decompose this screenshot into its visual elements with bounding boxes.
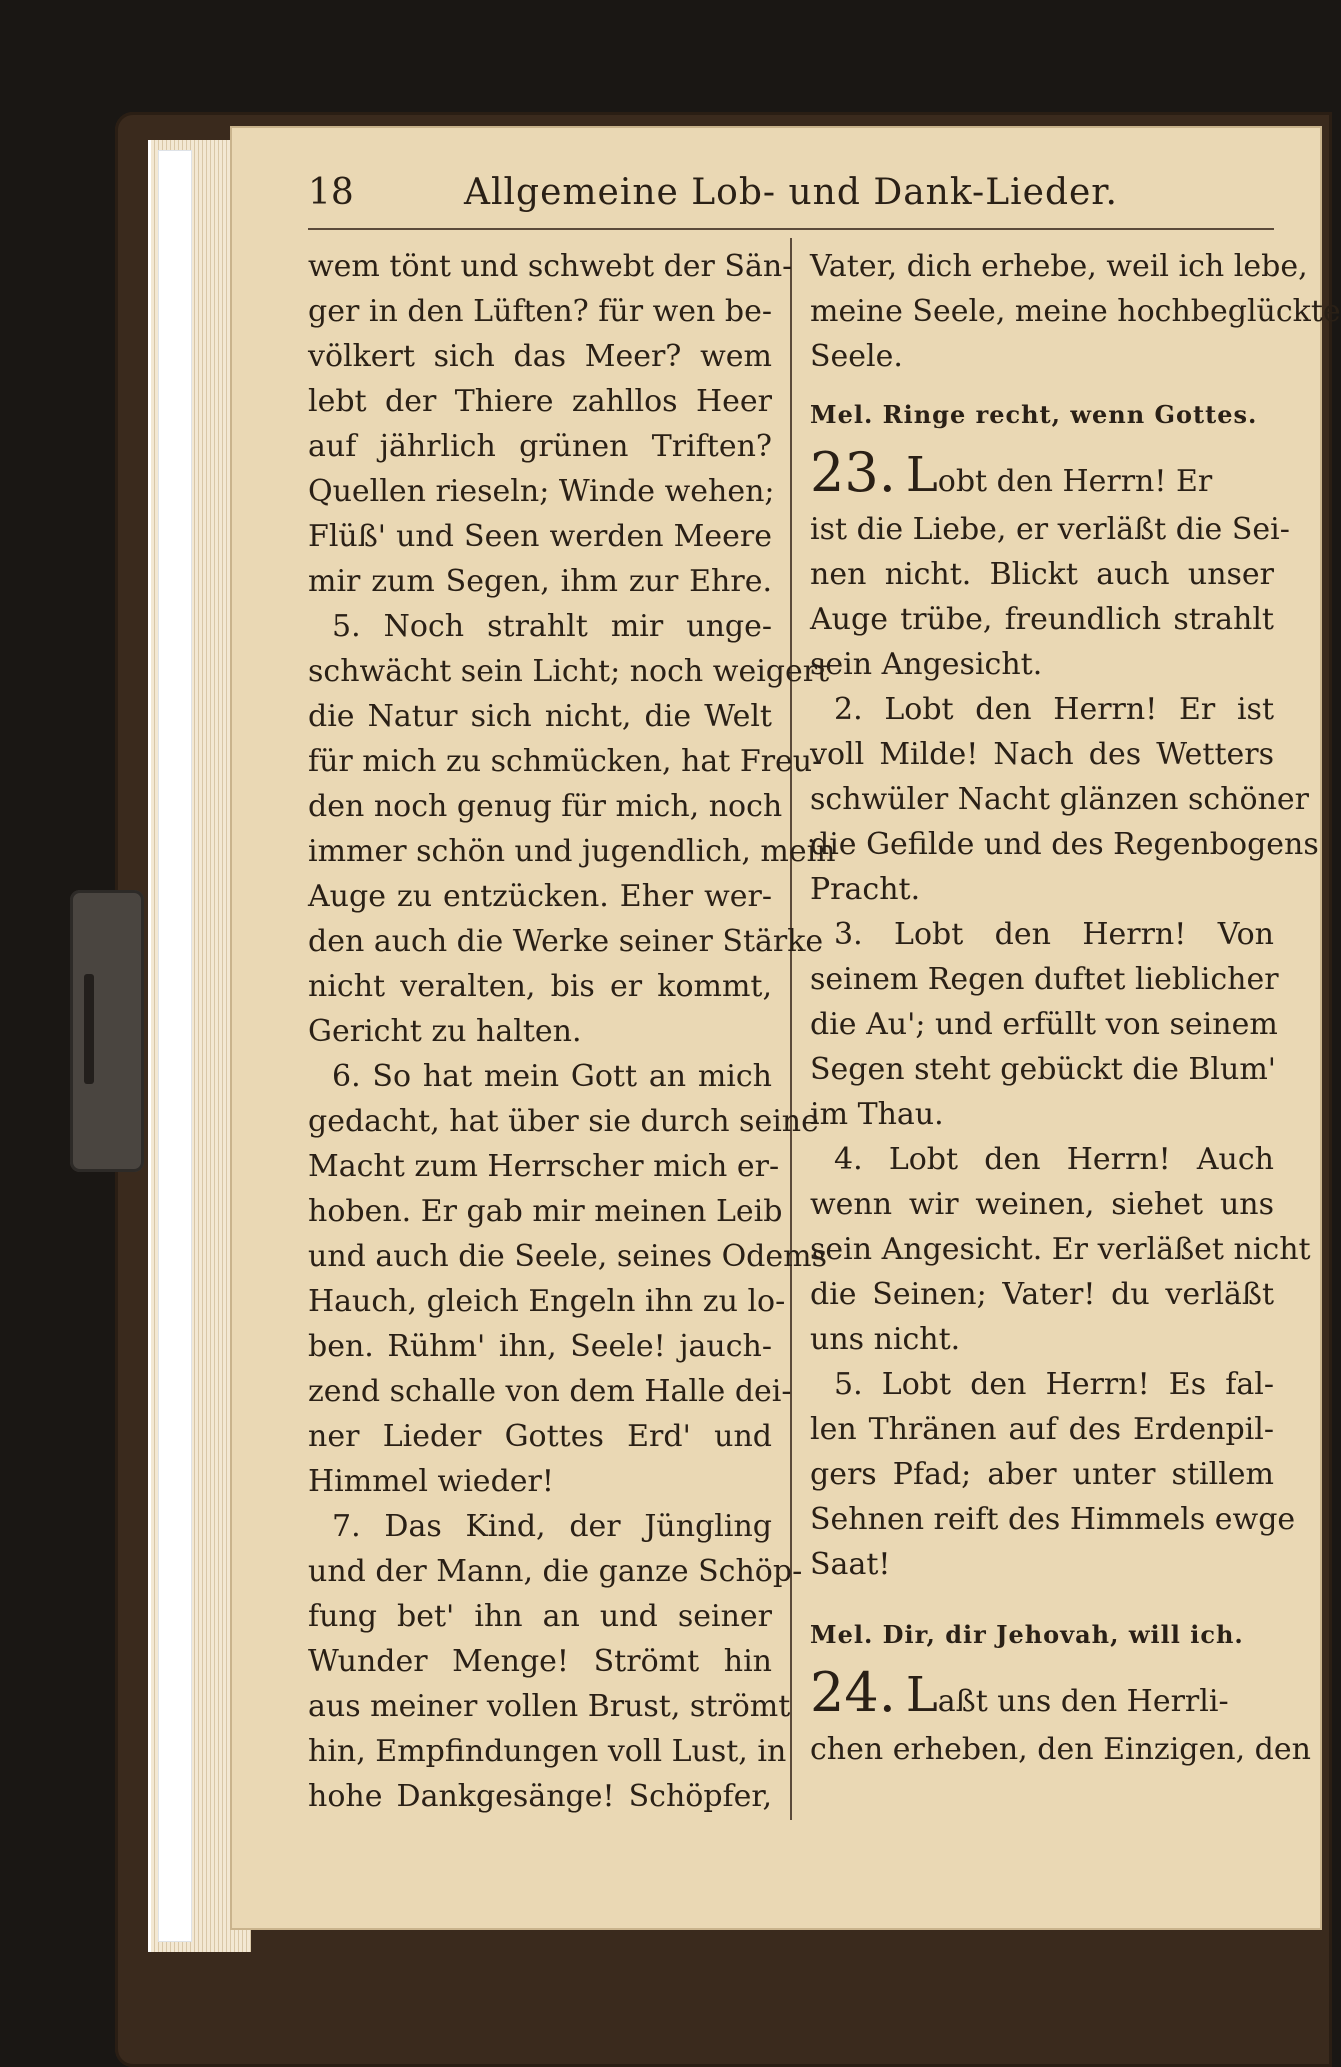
- text-line: die Gefilde und des Regenbogens: [810, 827, 1319, 862]
- text-line: aus meiner vollen Brust, strömt: [308, 1689, 791, 1724]
- text-line: ner Lieder Gottes Erd' und: [308, 1419, 772, 1454]
- text-line: Vater, dich erhebe, weil ich lebe,: [810, 249, 1308, 284]
- text-line: lebt der Thiere zahllos Heer: [308, 384, 772, 419]
- text-line: die Natur sich nicht, die Welt: [308, 699, 772, 734]
- drop-initial: L: [905, 447, 938, 503]
- text-line: die Seinen; Vater! du verläßt: [810, 1277, 1274, 1312]
- verse-start: 4. Lobt den Herrn! Auch: [834, 1142, 1274, 1177]
- text-line: aßt uns den Herrli-: [937, 1684, 1229, 1719]
- text-line: ger in den Lüften? für wen be-: [308, 294, 772, 329]
- text-line: Gericht zu halten.: [308, 1014, 582, 1049]
- text-line: Hauch, gleich Engeln ihn zu lo-: [308, 1284, 786, 1319]
- text-line: sein Angesicht. Er verläßet nicht: [810, 1232, 1311, 1267]
- melody-note: Mel. Ringe recht, wenn Gottes.: [810, 400, 1258, 429]
- text-line: Saat!: [810, 1547, 891, 1582]
- text-line: Auge trübe, freundlich strahlt: [810, 602, 1274, 637]
- text-line: voll Milde! Nach des Wetters: [810, 737, 1274, 772]
- left-column: [308, 244, 836, 1819]
- verse-start: 5. Noch strahlt mir unge-: [332, 609, 772, 644]
- text-line: nen nicht. Blickt auch unser: [810, 557, 1274, 592]
- verse-start: 5. Lobt den Herrn! Es fal-: [834, 1367, 1274, 1402]
- text-line: sein Angesicht.: [810, 647, 1043, 682]
- page-number: 18: [308, 172, 354, 213]
- text-line: hin, Empfindungen voll Lust, in: [308, 1734, 787, 1769]
- text-line: Macht zum Herrscher mich er-: [308, 1149, 780, 1184]
- melody-note: Mel. Dir, dir Jehovah, will ich.: [810, 1620, 1244, 1649]
- text-line: len Thränen auf des Erdenpil-: [810, 1412, 1274, 1447]
- text-line: immer schön und jugendlich, mein: [308, 834, 836, 869]
- text-line: die Au'; und erfüllt von seinem: [810, 1007, 1278, 1042]
- running-title: Allgemeine Lob- und Dank-Lieder.: [464, 172, 1118, 213]
- text-line: schwächt sein Licht; noch weigert: [308, 654, 830, 689]
- text-line: zend schalle von dem Halle dei-: [308, 1374, 792, 1409]
- right-column: [810, 244, 1341, 1772]
- verse-start: 6. So hat mein Gott an mich: [332, 1059, 772, 1094]
- text-line: und auch die Seele, seines Odems: [308, 1239, 827, 1274]
- hymn-number: 23.: [810, 441, 896, 504]
- text-line: Auge zu entzücken. Eher wer-: [308, 879, 772, 914]
- text-line: gedacht, hat über sie durch seine: [308, 1104, 819, 1139]
- text-line: hoben. Er gab mir meinen Leib: [308, 1194, 783, 1229]
- verse-start: 2. Lobt den Herrn! Er ist: [834, 692, 1274, 727]
- hymn-23-first-line: [810, 439, 1274, 507]
- text-line: ben. Rühm' ihn, Seele! jauch-: [308, 1329, 772, 1364]
- text-line: und der Mann, die ganze Schöp-: [308, 1554, 803, 1589]
- text-line: Seele.: [810, 339, 903, 374]
- text-line: Flüß' und Seen werden Meere: [308, 519, 772, 554]
- text-line: gers Pfad; aber unter stillem: [810, 1457, 1274, 1492]
- text-line: Sehnen reift des Himmels ewge: [810, 1502, 1296, 1537]
- drop-initial: L: [905, 1667, 938, 1723]
- text-line: den auch die Werke seiner Stärke: [308, 924, 824, 959]
- text-line: Quellen rieseln; Winde wehen;: [308, 474, 775, 509]
- text-line: Segen steht gebückt die Blum': [810, 1052, 1277, 1087]
- book-page: [232, 128, 1341, 1928]
- text-line: chen erheben, den Einzigen, den: [810, 1732, 1311, 1767]
- text-line: auf jährlich grünen Triften?: [308, 429, 772, 464]
- text-line: Himmel wieder!: [308, 1464, 554, 1499]
- text-line: Wunder Menge! Strömt hin: [308, 1644, 772, 1679]
- text-line: fung bet' ihn an und seiner: [308, 1599, 772, 1634]
- page-header: [308, 164, 1274, 224]
- clasp-slot: [84, 974, 94, 1084]
- text-line: wem tönt und schwebt der Sän-: [308, 249, 793, 284]
- text-line: mir zum Segen, ihm zur Ehre.: [308, 564, 772, 599]
- text-line: nicht veralten, bis er kommt,: [308, 969, 772, 1004]
- verse-start: 7. Das Kind, der Jüngling: [332, 1509, 772, 1544]
- header-rule: [308, 228, 1274, 230]
- text-line: uns nicht.: [810, 1322, 961, 1357]
- text-line: ist die Liebe, er verläßt die Sei-: [810, 512, 1290, 547]
- hymn-24-first-line: [810, 1659, 1274, 1727]
- text-line: den noch genug für mich, noch: [308, 789, 783, 824]
- text-line: obt den Herrn! Er: [937, 464, 1213, 499]
- text-line: für mich zu schmücken, hat Freu-: [308, 744, 823, 779]
- verse-start: 3. Lobt den Herrn! Von: [834, 917, 1274, 952]
- clasp-icon: [70, 890, 144, 1172]
- text-line: Pracht.: [810, 872, 921, 907]
- bookmark-strip: [158, 150, 192, 1942]
- text-line: wenn wir weinen, siehet uns: [810, 1187, 1274, 1222]
- text-line: hohe Dankgesänge! Schöpfer,: [308, 1779, 772, 1814]
- hymn-number: 24.: [810, 1661, 896, 1724]
- text-line: völkert sich das Meer? wem: [308, 339, 772, 374]
- text-line: schwüler Nacht glänzen schöner: [810, 782, 1310, 817]
- text-line: seinem Regen duftet lieblicher: [810, 962, 1279, 997]
- text-line: im Thau.: [810, 1097, 944, 1132]
- text-line: meine Seele, meine hochbeglückte: [810, 294, 1341, 329]
